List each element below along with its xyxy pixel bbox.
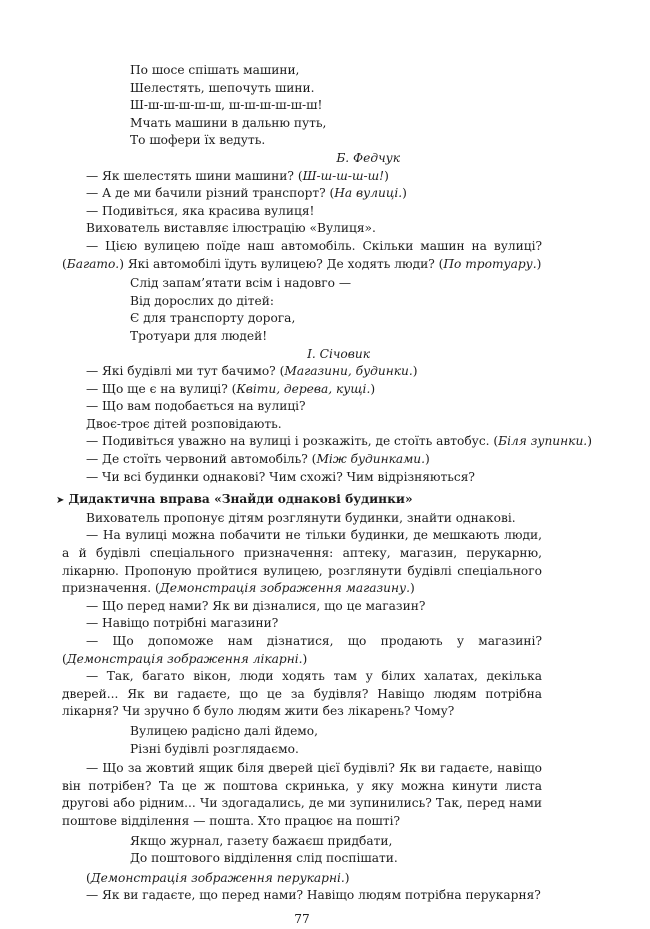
dialogue-line: — Що ще є на вулиці? (Квіти, дерева, кущі.)	[86, 381, 376, 396]
poem-line: Є для транспорту дорога,	[130, 311, 296, 326]
narration-line: Вихователь виставляє ілюстрацію «Вулиця».	[86, 221, 376, 236]
poem-line: Від дорослих до дітей:	[130, 293, 274, 308]
dialogue-line: — Що за жовтий ящик біля дверей цієї будівлі? Як ви гадаєте, навіщо він потрібен? Та це ж поштова скринька, у яку можна кинути листа другові або рідним... Чи здогадались, де ми зупинились? Так, перед нами поштове відділення — пошта. Хто працює на пошті?	[62, 761, 542, 828]
dialogue-line: — Які будівлі ми тут бачимо? (Магазини, будинки.)	[86, 364, 418, 379]
dialogue-line: — Що перед нами? Як ви дізналися, що це магазин?	[86, 598, 426, 613]
poem-buildings	[62, 723, 542, 758]
poem-line: Якщо журнал, газету бажаєш придбати,	[130, 833, 393, 848]
poem-line: Слід запам’ятати всім і надовго —	[130, 276, 352, 291]
dialogue-line: — Навіщо потрібні магазини?	[86, 616, 279, 631]
poem-line: То шофери їх ведуть.	[130, 133, 266, 148]
page-content	[56, 62, 592, 929]
dialogue-line: — Де стоїть червоний автомобіль? (Між будинками.)	[86, 452, 430, 467]
poem-line: Мчать машини в дальню путь,	[130, 115, 327, 130]
poem-line: Ш-ш-ш-ш-ш-ш, ш-ш-ш-ш-ш-ш!	[130, 98, 323, 113]
page-number: 77	[294, 911, 310, 926]
poem-line: Різні будівлі розглядаємо.	[130, 741, 299, 756]
dialogue-line: — Як шелестять шини машини? (Ш-ш-ш-ш-ш!)	[86, 168, 389, 183]
dialogue-line: — Як ви гадаєте, що перед нами? Навіщо людям потрібна перукарня?	[86, 888, 541, 903]
poem-line: Шелестять, шепочуть шини.	[130, 80, 315, 95]
poem-cars	[62, 62, 542, 150]
exercise-title: Дидактична вправа «Знайди однакові будинки»	[68, 492, 413, 507]
poem-line: Вулицею радісно далі йдемо,	[130, 723, 318, 738]
narration-line: (Демонстрація зображення перукарні.)	[86, 870, 350, 885]
dialogue-line: — Що допоможе нам дізнатися, що продають у магазині? (Демонстрація зображення лікарні.)	[62, 634, 542, 666]
narration-line: Вихователь пропонує дітям розглянути будинки, знайти однакові.	[86, 510, 516, 525]
dialogue-line: — Чи всі будинки однакові? Чим схожі? Чим відрізняються?	[86, 469, 475, 484]
dialogue-line: — Так, багато вікон, люди ходять там у білих халатах, декілька дверей... Як ви гадаєте, що це за будівля? Навіщо людям потрібна лікарня? Чи зручно б було людям жити без лікарень? Чому?	[62, 669, 542, 719]
dialogue-line: — А де ми бачили різний транспорт? (На вулиці.)	[86, 186, 407, 201]
arrow-bullet-icon: ➤	[56, 495, 65, 507]
dialogue-line: — Подивіться уважно на вулиці і розкажіть, де стоїть автобус. (Біля зупинки.)	[86, 434, 592, 449]
exercise-heading	[56, 491, 542, 510]
dialogue-line: — Цією вулицею поїде наш автомобіль. Скільки машин на вулиці? (Багато.) Які автомобілі їдуть вулицею? Де ходять люди? (По тротуару.)	[62, 238, 542, 271]
dialogue-line: — На вулиці можна побачити не тільки будинки, де мешкають люди, а й будівлі спеціального призначення: аптеку, магазин, перукарню, лікарню. Пропоную пройтися вулицею, розглянути будівлі спеціального призначення. (Демонстрація зображення магазину.)	[62, 528, 542, 596]
poem-line: По шосе спішать машини,	[130, 63, 300, 77]
poem-line: Тротуари для людей!	[130, 328, 268, 343]
poem-street	[62, 275, 542, 345]
poem-author: І. Січовик	[307, 346, 370, 361]
poem-line: До поштового відділення слід поспішати.	[130, 851, 398, 866]
dialogue-line: — Подивіться, яка красива вулиця!	[86, 203, 315, 218]
poem-post-office	[62, 833, 542, 868]
narration-line: Двоє-троє дітей розповідають.	[86, 416, 282, 431]
poem-author: Б. Федчук	[336, 150, 400, 165]
dialogue-line: — Що вам подобається на вулиці?	[86, 399, 306, 414]
